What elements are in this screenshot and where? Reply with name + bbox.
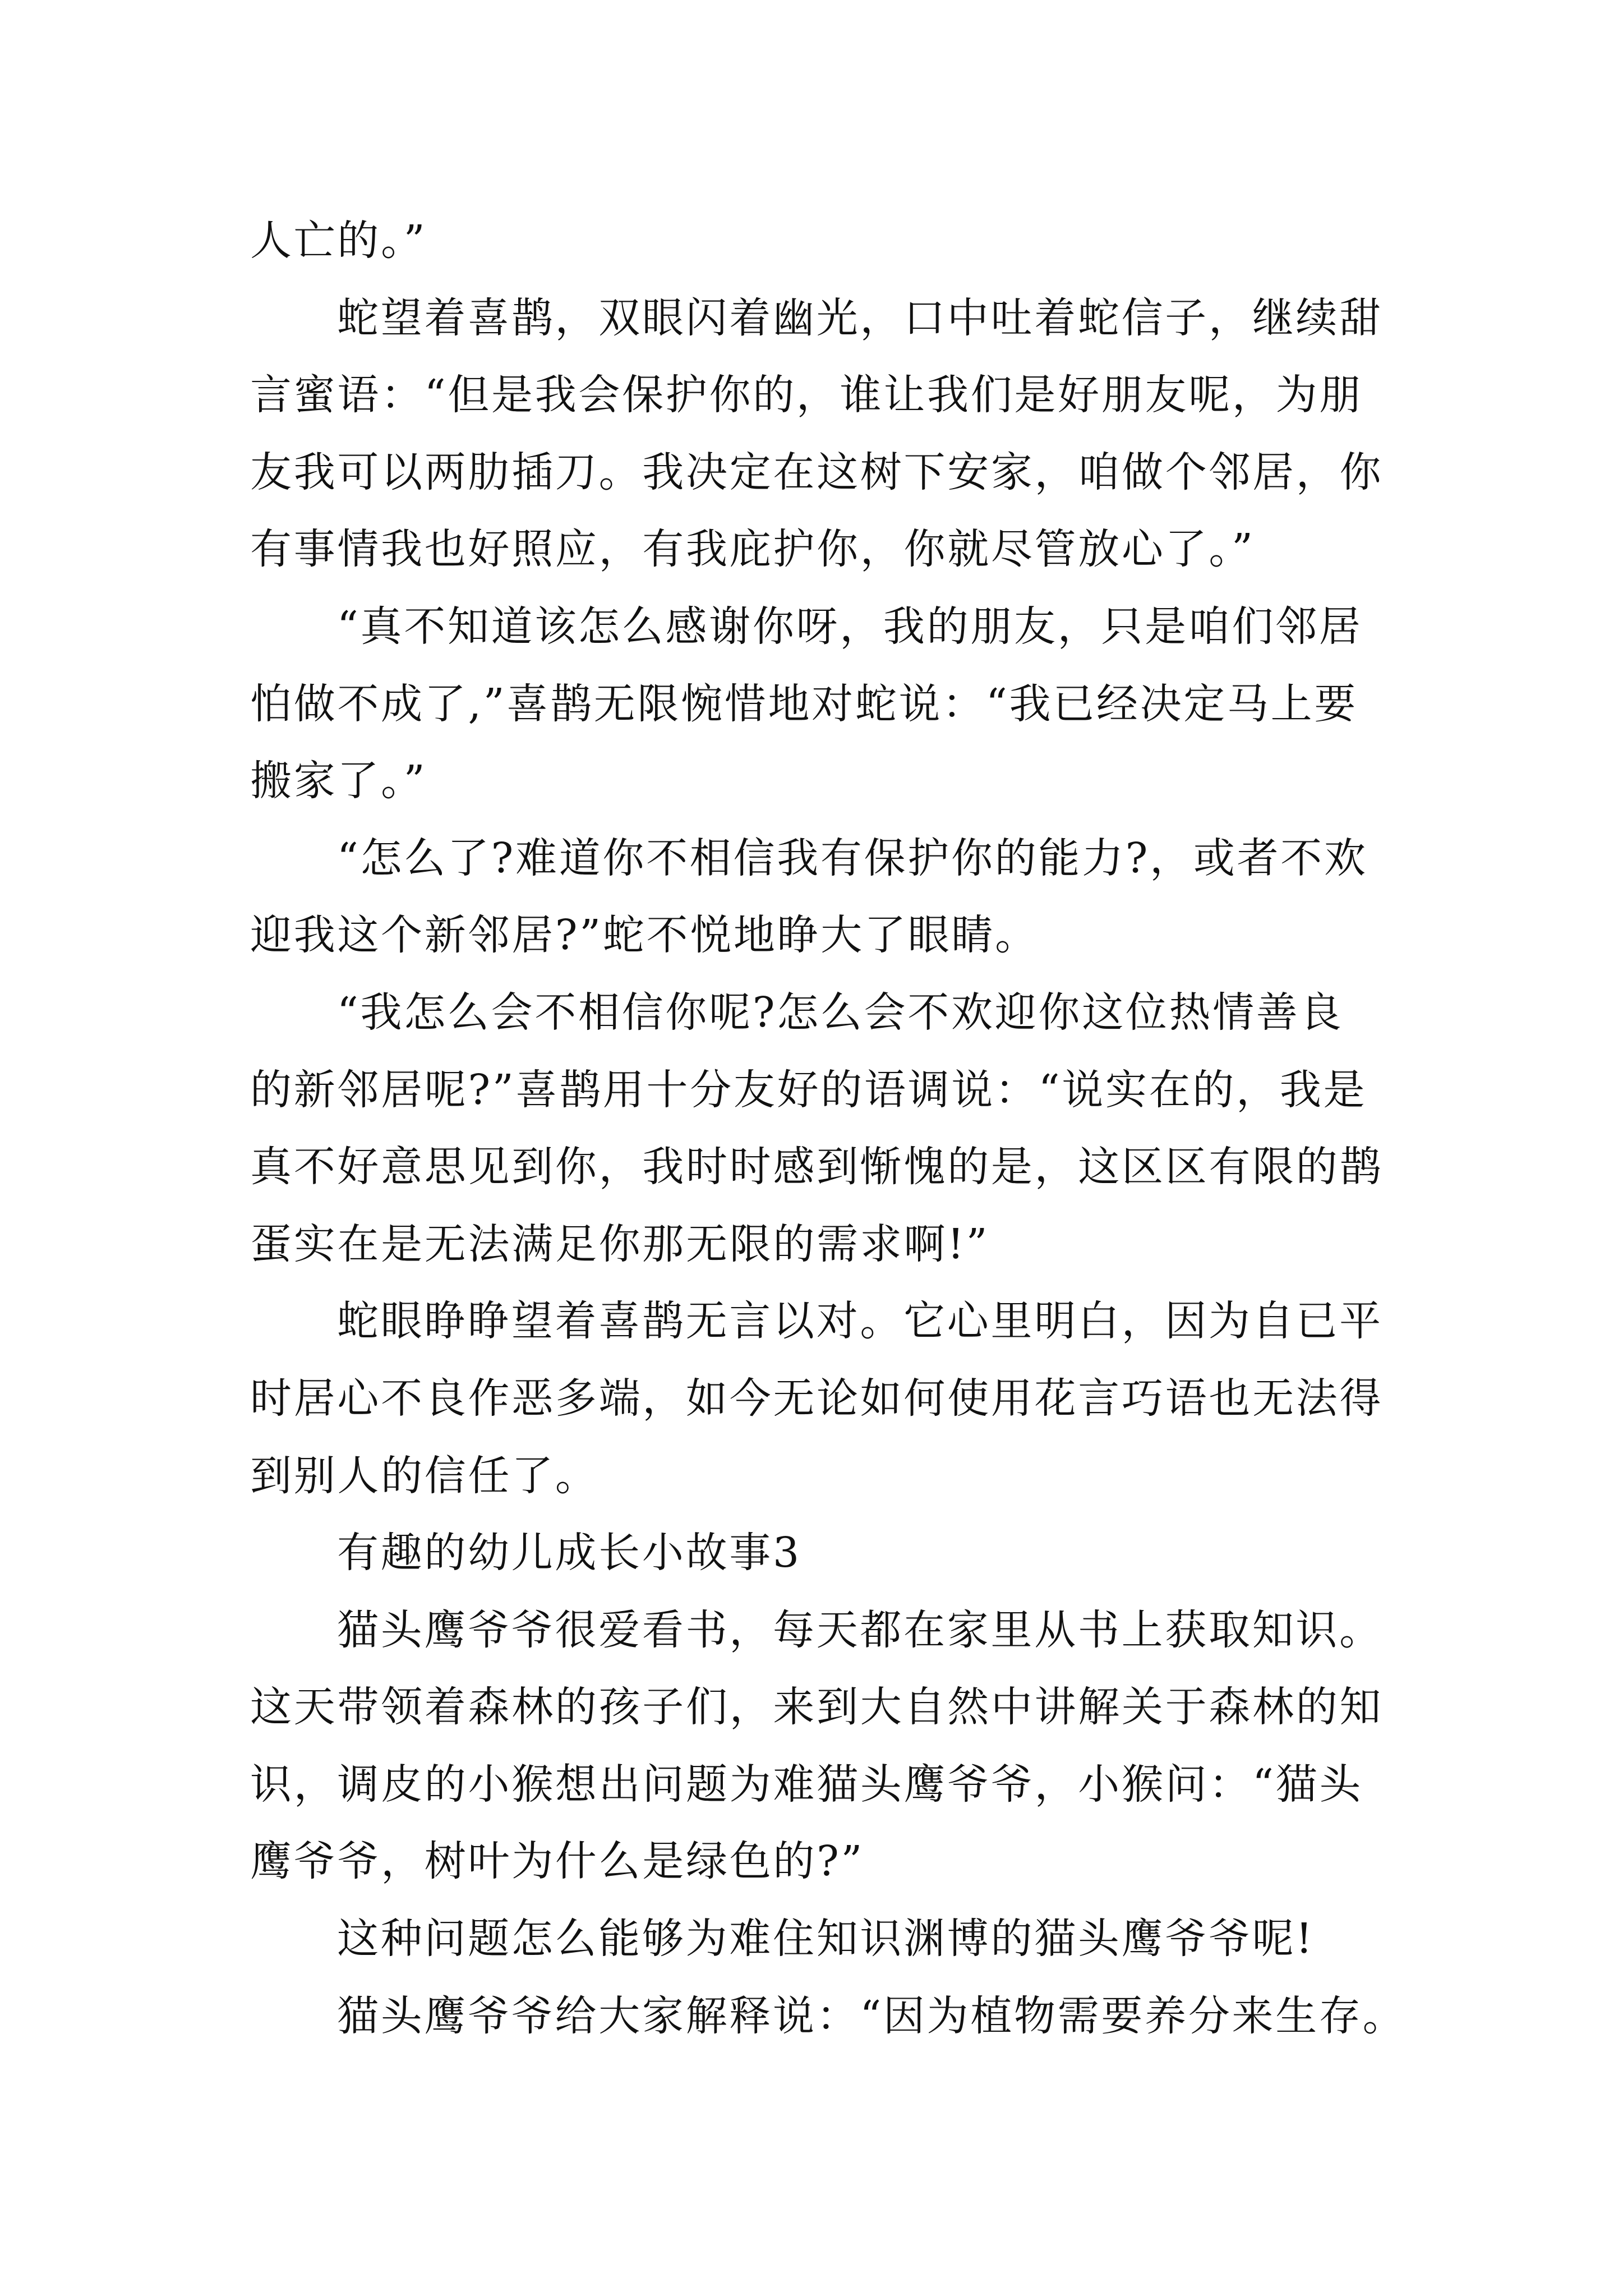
paragraph-line: 猫头鹰爷爷给大家解释说：“因为植物需要养分来生存。 xyxy=(337,1991,1407,2040)
paragraph-line: 人亡的。” xyxy=(250,217,427,265)
paragraph xyxy=(250,820,1428,974)
paragraph xyxy=(250,280,1428,588)
paragraph-line: “怎么了?难道你不相信我有保护你的能力?，或者不欢 xyxy=(337,834,1368,882)
paragraph-line: 蛇眼睁睁望着喜鹊无言以对。它心里明白，因为自已平 xyxy=(337,1297,1383,1346)
paragraph-line: 蛋实在是无法满足你那无限的需求啊!” xyxy=(250,1220,990,1268)
paragraph-line: 这天带领着森林的孩子们，来到大自然中讲解关于森林的知 xyxy=(250,1683,1384,1732)
paragraph-line: “我怎么会不相信你呢?怎么会不欢迎你这位热情善良 xyxy=(337,988,1344,1037)
paragraph-line: 友我可以两肋插刀。我决定在这树下安家，咱做个邻居，你 xyxy=(250,448,1384,496)
paragraph-line: 的新邻居呢?”喜鹊用十分友好的语调说：“说实在的，我是 xyxy=(250,1065,1367,1114)
paragraph-line: 猫头鹰爷爷很爱看书，每天都在家里从书上获取知识。 xyxy=(337,1605,1383,1654)
paragraph-line: 有事情我也好照应，有我庇护你，你就尽管放心了。” xyxy=(250,525,1255,574)
section-title: 有趣的幼儿成长小故事3 xyxy=(337,1529,801,1577)
paragraph xyxy=(250,1592,1428,1901)
paragraph-line: 时居心不良作恶多端，如今无论如何使用花言巧语也无法得 xyxy=(250,1374,1384,1423)
paragraph-line: 蛇望着喜鹊，双眼闪着幽光，口中吐着蛇信子，继续甜 xyxy=(337,293,1383,342)
document-body xyxy=(250,203,1428,2055)
paragraph xyxy=(250,1978,1428,2055)
paragraph-line: 搬家了。” xyxy=(250,757,427,806)
paragraph-line: 迎我这个新邻居?”蛇不悦地睁大了眼睛。 xyxy=(250,911,1039,960)
paragraph-line: 真不好意思见到你，我时时感到惭愧的是，这区区有限的鹊 xyxy=(250,1143,1384,1191)
paragraph xyxy=(250,588,1428,820)
paragraph-line: 鹰爷爷，树叶为什么是绿色的?” xyxy=(250,1837,865,1886)
paragraph xyxy=(250,974,1428,1283)
paragraph-line: 到别人的信任了。 xyxy=(250,1451,599,1500)
paragraph-line: “真不知道该怎么感谢你呀，我的朋友，只是咱们邻居 xyxy=(337,602,1363,651)
paragraph-line: 怕做不成了,”喜鹊无限惋惜地对蛇说：“我已经决定马上要 xyxy=(250,679,1358,728)
paragraph xyxy=(250,203,1428,280)
paragraph-line: 言蜜语：“但是我会保护你的，谁让我们是好朋友呢，为朋 xyxy=(250,371,1363,420)
paragraph xyxy=(250,1901,1428,1978)
paragraph-line: 这种问题怎么能够为难住知识渊博的猫头鹰爷爷呢! xyxy=(337,1915,1315,1963)
paragraph-line: 识，调皮的小猴想出问题为难猫头鹰爷爷，小猴问：“猫头 xyxy=(250,1760,1363,1809)
paragraph xyxy=(250,1283,1428,1515)
